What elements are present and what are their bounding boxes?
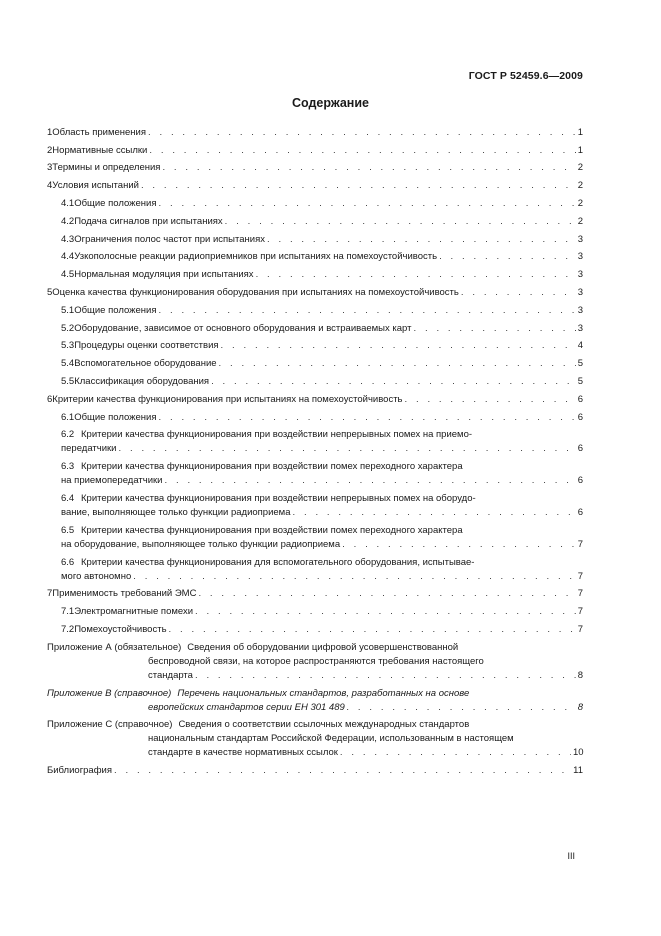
toc-bibliography[interactable]: Библиография . . . 11 bbox=[47, 759, 583, 777]
toc-entry-4-1[interactable]: 4.1 Общие положения . . . 2 bbox=[47, 192, 583, 210]
toc-entry-6-3[interactable]: 6.3 Критерии качества функционирования при воздействии помех переходного характера на приемопередатчики . . . 6 bbox=[47, 455, 583, 487]
toc-entry-4-4[interactable]: 4.4 Узкополосные реакции радиоприемников при испытаниях на помехоустойчивость . . . 3 bbox=[47, 246, 583, 264]
toc-entry-7-1[interactable]: 7.1 Электромагнитные помехи . . . 7 bbox=[47, 600, 583, 618]
toc-entry-7-2[interactable]: 7.2 Помехоустойчивость . . . 7 bbox=[47, 618, 583, 636]
toc-entry-3[interactable]: 3 Термины и определения . . . 2 bbox=[47, 157, 583, 175]
toc-entry-5-4[interactable]: 5.4 Вспомогательное оборудование . . . 5 bbox=[47, 352, 583, 370]
toc-entry-5-5[interactable]: 5.5 Классификация оборудования . . . 5 bbox=[47, 370, 583, 388]
toc-entry-4[interactable]: 4 Условия испытаний . . . 2 bbox=[47, 174, 583, 192]
standard-designation: ГОСТ Р 52459.6—2009 bbox=[468, 70, 583, 82]
toc-entry-6[interactable]: 6 Критерии качества функционирования при испытаниях на помехоустойчивость . . . 6 bbox=[47, 388, 583, 406]
toc-title: Содержание bbox=[291, 96, 369, 110]
toc-entry-5-1[interactable]: 5.1 Общие положения . . . 3 bbox=[47, 299, 583, 317]
toc-entry-6-2[interactable]: 6.2 Критерии качества функционирования при воздействии непрерывных помех на приемо- передатчики . . . 6 bbox=[47, 424, 583, 456]
toc-entry-5-2[interactable]: 5.2 Оборудование, зависимое от основного оборудования и встраиваемых карт . . . 3 bbox=[47, 317, 583, 335]
toc-entry-7[interactable]: 7 Применимость требований ЭМС . . . 7 bbox=[47, 583, 583, 601]
toc-entry-5[interactable]: 5 Оценка качества функционирования оборудования при испытаниях на помехоустойчивость . . . 3 bbox=[47, 281, 583, 299]
toc-entry-4-5[interactable]: 4.5 Нормальная модуляция при испытаниях . . . 3 bbox=[47, 263, 583, 281]
toc-appendix-b[interactable]: Приложение В (справочное) Перечень национальных стандартов, разработанных на основе европейских стандартов серии ЕН 301 489 . . . 8 bbox=[47, 682, 583, 714]
toc-entry-6-5[interactable]: 6.5 Критерии качества функционирования при воздействии помех переходного характера на оборудование, выполняющее только функции радиоприема . . . 7 bbox=[47, 519, 583, 551]
toc-entry-5-3[interactable]: 5.3 Процедуры оценки соответствия . . . 4 bbox=[47, 335, 583, 353]
page-number: III bbox=[567, 851, 575, 861]
toc-entry-6-6[interactable]: 6.6 Критерии качества функционирования для вспомогательного оборудования, испытывае- мого автономно . . . 7 bbox=[47, 551, 583, 583]
toc-appendix-c[interactable]: Приложение С (справочное) Сведения о соответствии ссылочных международных стандартов национальным стандартам Российской Федерации, использованным в настоящем стандарте в качестве нормативных ссылок . . . 10 bbox=[47, 714, 583, 760]
toc-entry-4-2[interactable]: 4.2 Подача сигналов при испытаниях . . . 2 bbox=[47, 210, 583, 228]
toc-entry-1[interactable]: 1 Область применения . . . 1 bbox=[47, 121, 583, 139]
toc-appendix-a[interactable]: Приложение А (обязательное) Сведения об оборудовании цифровой усовершенствованной беспроводной связи, на которое распространяются требования настоящего стандарта . . . 8 bbox=[47, 636, 583, 682]
toc-entry-4-3[interactable]: 4.3 Ограничения полос частот при испытаниях . . . 3 bbox=[47, 228, 583, 246]
table-of-contents bbox=[47, 121, 583, 777]
toc-entry-6-4[interactable]: 6.4 Критерии качества функционирования при воздействии непрерывных помех на оборудо- вание, выполняющее только функции радиоприема . . . 6 bbox=[47, 487, 583, 519]
toc-entry-2[interactable]: 2 Нормативные ссылки . . . 1 bbox=[47, 139, 583, 157]
toc-entry-6-1[interactable]: 6.1 Общие положения . . . 6 bbox=[47, 406, 583, 424]
